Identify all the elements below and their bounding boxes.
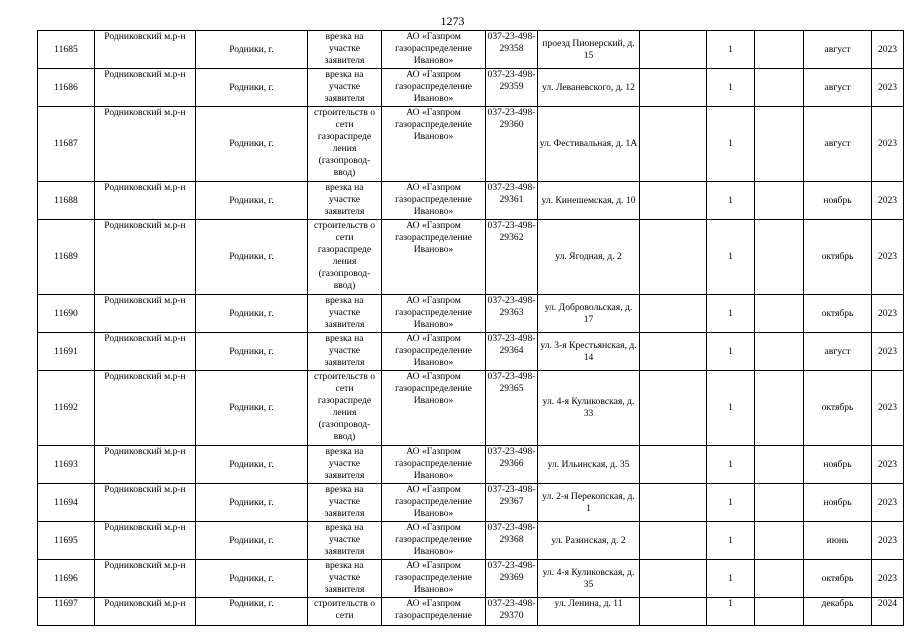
organization-cell: АО «Газпром газораспределение Иваново» xyxy=(382,31,486,69)
city-cell: Родники, г. xyxy=(196,371,308,446)
count-cell: 1 xyxy=(707,446,755,484)
month-cell: август xyxy=(804,69,872,107)
empty-cell xyxy=(640,220,707,295)
table-row xyxy=(38,69,904,107)
empty-cell xyxy=(755,446,804,484)
city-cell: Родники, г. xyxy=(196,598,308,626)
empty-cell xyxy=(640,333,707,371)
district-cell: Родниковский м.р-н xyxy=(95,333,196,371)
empty-cell xyxy=(755,31,804,69)
year-cell: 2023 xyxy=(872,484,904,522)
empty-cell xyxy=(755,182,804,220)
address-cell: ул. 2-я Перекопская, д. 1 xyxy=(538,484,640,522)
address-cell: ул. Ильинская, д. 35 xyxy=(538,446,640,484)
empty-cell xyxy=(640,182,707,220)
count-cell: 1 xyxy=(707,182,755,220)
month-cell: октябрь xyxy=(804,220,872,295)
row-id-cell: 11697 xyxy=(38,598,95,626)
table-row xyxy=(38,182,904,220)
table-row xyxy=(38,220,904,295)
count-cell: 1 xyxy=(707,371,755,446)
address-cell: ул. 3-я Крестьянская, д. 14 xyxy=(538,333,640,371)
table-row xyxy=(38,333,904,371)
month-cell: август xyxy=(804,333,872,371)
organization-cell: АО «Газпром газораспределение Иваново» xyxy=(382,446,486,484)
organization-cell: АО «Газпром газораспределение Иваново» xyxy=(382,484,486,522)
empty-cell xyxy=(640,31,707,69)
work-type-cell: врезка на участке заявителя xyxy=(308,333,382,371)
count-cell: 1 xyxy=(707,598,755,626)
district-cell: Родниковский м.р-н xyxy=(95,69,196,107)
address-cell: проезд Пионерский, д. 15 xyxy=(538,31,640,69)
city-cell: Родники, г. xyxy=(196,560,308,598)
address-cell: ул. 4-я Куликовская, д. 35 xyxy=(538,560,640,598)
empty-cell xyxy=(755,107,804,182)
year-cell: 2023 xyxy=(872,371,904,446)
month-cell: август xyxy=(804,31,872,69)
year-cell: 2024 xyxy=(872,598,904,626)
district-cell: Родниковский м.р-н xyxy=(95,371,196,446)
table-row xyxy=(38,295,904,333)
year-cell: 2023 xyxy=(872,182,904,220)
row-id-cell: 11695 xyxy=(38,522,95,560)
month-cell: ноябрь xyxy=(804,182,872,220)
year-cell: 2023 xyxy=(872,333,904,371)
row-id-cell: 11690 xyxy=(38,295,95,333)
work-type-cell: врезка на участке заявителя xyxy=(308,484,382,522)
empty-cell xyxy=(755,484,804,522)
empty-cell xyxy=(755,371,804,446)
empty-cell xyxy=(640,295,707,333)
organization-cell: АО «Газпром газораспределение Иваново» xyxy=(382,371,486,446)
code-cell: 037-23-498-29361 xyxy=(486,182,538,220)
year-cell: 2023 xyxy=(872,560,904,598)
year-cell: 2023 xyxy=(872,295,904,333)
count-cell: 1 xyxy=(707,333,755,371)
empty-cell xyxy=(640,107,707,182)
organization-cell: АО «Газпром газораспределение Иваново» xyxy=(382,522,486,560)
city-cell: Родники, г. xyxy=(196,522,308,560)
count-cell: 1 xyxy=(707,220,755,295)
month-cell: октябрь xyxy=(804,371,872,446)
district-cell: Родниковский м.р-н xyxy=(95,295,196,333)
work-type-cell: врезка на участке заявителя xyxy=(308,446,382,484)
code-cell: 037-23-498-29360 xyxy=(486,107,538,182)
district-cell: Родниковский м.р-н xyxy=(95,598,196,626)
district-cell: Родниковский м.р-н xyxy=(95,107,196,182)
code-cell: 037-23-498-29358 xyxy=(486,31,538,69)
work-type-cell: строительств о сети газораспреде ления (газопровод-ввод) xyxy=(308,220,382,295)
district-cell: Родниковский м.р-н xyxy=(95,31,196,69)
empty-cell xyxy=(755,220,804,295)
count-cell: 1 xyxy=(707,69,755,107)
row-id-cell: 11687 xyxy=(38,107,95,182)
work-type-cell: врезка на участке заявителя xyxy=(308,31,382,69)
empty-cell xyxy=(755,333,804,371)
address-cell: ул. Ягодная, д. 2 xyxy=(538,220,640,295)
code-cell: 037-23-498-29363 xyxy=(486,295,538,333)
year-cell: 2023 xyxy=(872,220,904,295)
table-row xyxy=(38,446,904,484)
page-number: 1273 xyxy=(440,14,465,28)
empty-cell xyxy=(640,522,707,560)
empty-cell xyxy=(640,69,707,107)
month-cell: октябрь xyxy=(804,295,872,333)
district-cell: Родниковский м.р-н xyxy=(95,182,196,220)
row-id-cell: 11689 xyxy=(38,220,95,295)
row-id-cell: 11685 xyxy=(38,31,95,69)
year-cell: 2023 xyxy=(872,107,904,182)
table-row xyxy=(38,598,904,626)
count-cell: 1 xyxy=(707,484,755,522)
code-cell: 037-23-498-29370 xyxy=(486,598,538,626)
work-type-cell: врезка на участке заявителя xyxy=(308,69,382,107)
address-cell: ул. Добровольская, д. 17 xyxy=(538,295,640,333)
count-cell: 1 xyxy=(707,107,755,182)
month-cell: ноябрь xyxy=(804,446,872,484)
empty-cell xyxy=(640,560,707,598)
address-cell: ул. Фестивальная, д. 1А xyxy=(538,107,640,182)
table-row xyxy=(38,31,904,69)
row-id-cell: 11691 xyxy=(38,333,95,371)
city-cell: Родники, г. xyxy=(196,446,308,484)
organization-cell: АО «Газпром газораспределение Иваново» xyxy=(382,220,486,295)
district-cell: Родниковский м.р-н xyxy=(95,484,196,522)
address-cell: ул. 4-я Куликовская, д. 33 xyxy=(538,371,640,446)
row-id-cell: 11694 xyxy=(38,484,95,522)
row-id-cell: 11688 xyxy=(38,182,95,220)
month-cell: август xyxy=(804,107,872,182)
code-cell: 037-23-498-29359 xyxy=(486,69,538,107)
year-cell: 2023 xyxy=(872,446,904,484)
address-cell: ул. Разинская, д. 2 xyxy=(538,522,640,560)
district-cell: Родниковский м.р-н xyxy=(95,220,196,295)
code-cell: 037-23-498-29365 xyxy=(486,371,538,446)
empty-cell xyxy=(640,484,707,522)
city-cell: Родники, г. xyxy=(196,484,308,522)
work-type-cell: строительств о сети xyxy=(308,598,382,626)
organization-cell: АО «Газпром газораспределение Иваново» xyxy=(382,560,486,598)
count-cell: 1 xyxy=(707,522,755,560)
year-cell: 2023 xyxy=(872,31,904,69)
year-cell: 2023 xyxy=(872,69,904,107)
row-id-cell: 11692 xyxy=(38,371,95,446)
district-cell: Родниковский м.р-н xyxy=(95,522,196,560)
work-type-cell: строительств о сети газораспреде ления (газопровод-ввод) xyxy=(308,107,382,182)
table-row xyxy=(38,484,904,522)
city-cell: Родники, г. xyxy=(196,333,308,371)
code-cell: 037-23-498-29369 xyxy=(486,560,538,598)
empty-cell xyxy=(755,560,804,598)
city-cell: Родники, г. xyxy=(196,182,308,220)
code-cell: 037-23-498-29366 xyxy=(486,446,538,484)
district-cell: Родниковский м.р-н xyxy=(95,446,196,484)
empty-cell xyxy=(640,371,707,446)
empty-cell xyxy=(640,446,707,484)
month-cell: декабрь xyxy=(804,598,872,626)
code-cell: 037-23-498-29362 xyxy=(486,220,538,295)
row-id-cell: 11686 xyxy=(38,69,95,107)
city-cell: Родники, г. xyxy=(196,69,308,107)
count-cell: 1 xyxy=(707,295,755,333)
work-type-cell: строительств о сети газораспреде ления (газопровод-ввод) xyxy=(308,371,382,446)
work-type-cell: врезка на участке заявителя xyxy=(308,295,382,333)
month-cell: июнь xyxy=(804,522,872,560)
city-cell: Родники, г. xyxy=(196,31,308,69)
organization-cell: АО «Газпром газораспределение Иваново» xyxy=(382,107,486,182)
month-cell: октябрь xyxy=(804,560,872,598)
row-id-cell: 11693 xyxy=(38,446,95,484)
city-cell: Родники, г. xyxy=(196,295,308,333)
table-row xyxy=(38,560,904,598)
city-cell: Родники, г. xyxy=(196,107,308,182)
code-cell: 037-23-498-29368 xyxy=(486,522,538,560)
gasification-table xyxy=(37,30,904,626)
organization-cell: АО «Газпром газораспределение Иваново» xyxy=(382,69,486,107)
empty-cell xyxy=(755,522,804,560)
city-cell: Родники, г. xyxy=(196,220,308,295)
table-row xyxy=(38,107,904,182)
organization-cell: АО «Газпром газораспределение xyxy=(382,598,486,626)
count-cell: 1 xyxy=(707,31,755,69)
empty-cell xyxy=(755,69,804,107)
code-cell: 037-23-498-29367 xyxy=(486,484,538,522)
row-id-cell: 11696 xyxy=(38,560,95,598)
work-type-cell: врезка на участке заявителя xyxy=(308,182,382,220)
empty-cell xyxy=(755,295,804,333)
empty-cell xyxy=(755,598,804,626)
table-row xyxy=(38,371,904,446)
work-type-cell: врезка на участке заявителя xyxy=(308,560,382,598)
district-cell: Родниковский м.р-н xyxy=(95,560,196,598)
organization-cell: АО «Газпром газораспределение Иваново» xyxy=(382,333,486,371)
year-cell: 2023 xyxy=(872,522,904,560)
address-cell: ул. Ленина, д. 11 xyxy=(538,598,640,626)
address-cell: ул. Кинешемская, д. 10 xyxy=(538,182,640,220)
table-row xyxy=(38,522,904,560)
code-cell: 037-23-498-29364 xyxy=(486,333,538,371)
organization-cell: АО «Газпром газораспределение Иваново» xyxy=(382,182,486,220)
count-cell: 1 xyxy=(707,560,755,598)
month-cell: ноябрь xyxy=(804,484,872,522)
organization-cell: АО «Газпром газораспределение Иваново» xyxy=(382,295,486,333)
empty-cell xyxy=(640,598,707,626)
work-type-cell: врезка на участке заявителя xyxy=(308,522,382,560)
address-cell: ул. Леваневского, д. 12 xyxy=(538,69,640,107)
